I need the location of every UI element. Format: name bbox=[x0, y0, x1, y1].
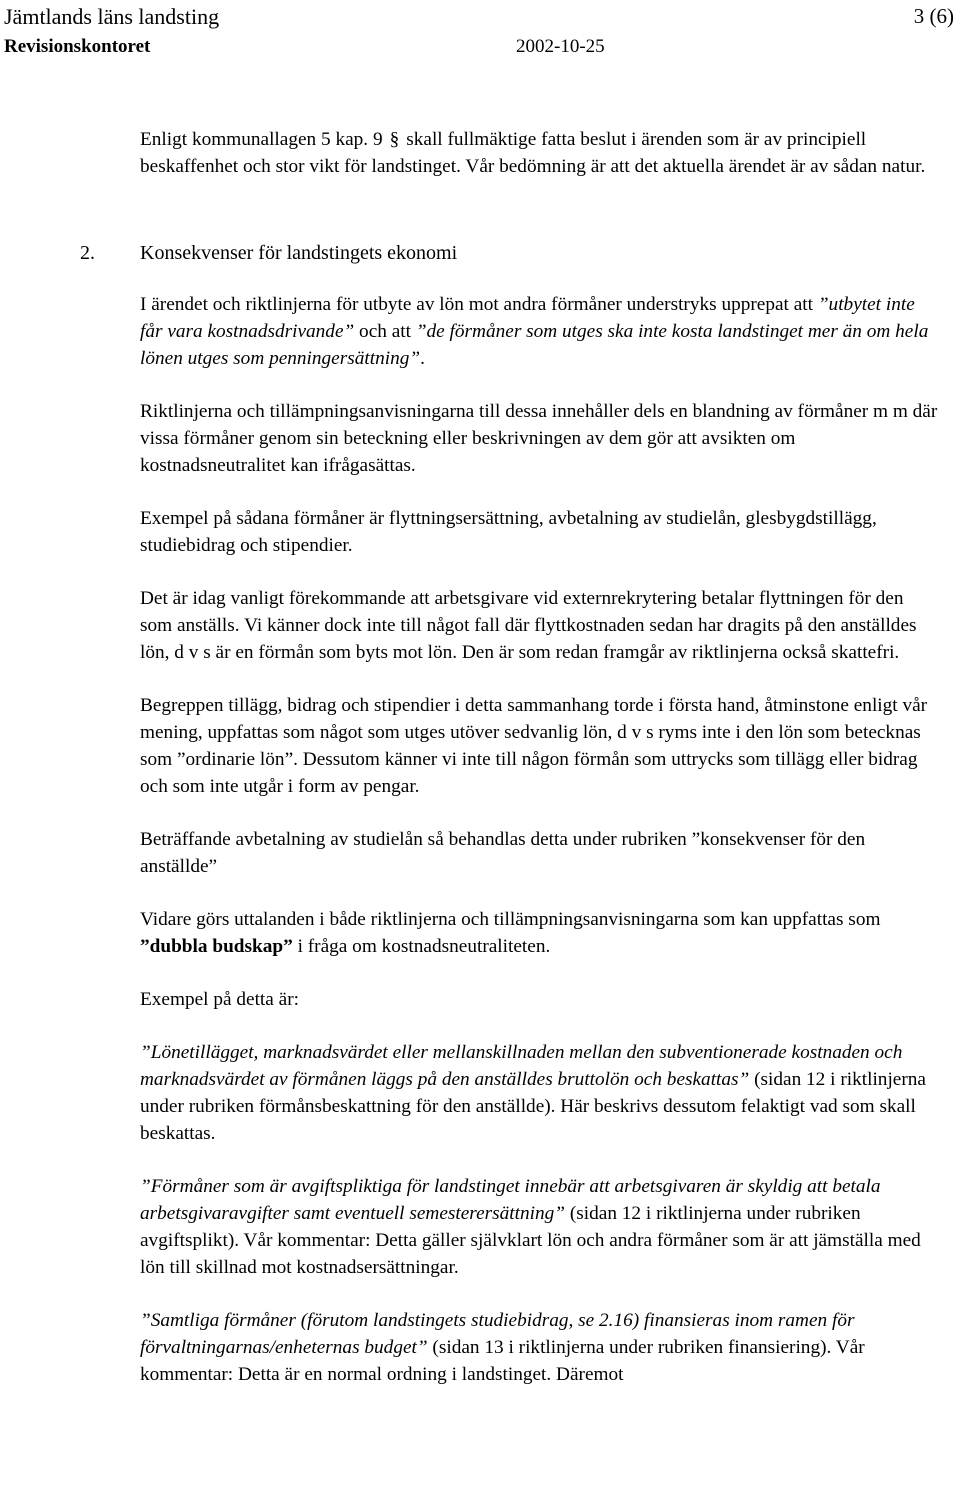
quote-2-comment: (sidan 12 i riktlinjerna under rubriken avgiftsplikt). Vår kommentar: Detta gäller självklart lön och andra förmåner som är att jämställa med lön till skillnad mot kostnadsersättningar. bbox=[140, 1203, 921, 1278]
quote-paragraph-1 bbox=[140, 1039, 940, 1147]
p1-text-c: och att bbox=[354, 321, 416, 342]
section-heading bbox=[80, 240, 940, 267]
intro-paragraph bbox=[140, 126, 940, 180]
document-date: 2002-10-25 bbox=[516, 36, 605, 57]
p1-quote-1: ”utbytet inte får vara kostnadsdrivande” bbox=[140, 294, 915, 342]
p1-quote-2: ”de förmåner som utges ska inte kosta landstinget mer än om hela lönen utges som penningersättning” bbox=[140, 321, 929, 369]
p7-emphasis: ”dubbla budskap” bbox=[140, 936, 293, 957]
p7-text-a: Vidare görs uttalanden i både riktlinjerna och tillämpningsanvisningarna som kan uppfattas som bbox=[140, 909, 881, 930]
p1-text-a: I ärendet och riktlinjerna för utbyte av lön mot andra förmåner understryks upprepat att bbox=[140, 294, 818, 315]
section-symbol: § bbox=[389, 129, 400, 150]
quote-3-text: ”Samtliga förmåner (förutom landstingets studiebidrag, se 2.16) finansieras inom ramen för förvaltningarnas/enheternas budget” bbox=[140, 1310, 855, 1358]
p1-text-e: . bbox=[420, 348, 425, 369]
quote-paragraph-3 bbox=[140, 1307, 940, 1388]
paragraph-4: Det är idag vanligt förekommande att arbetsgivare vid externrekrytering betalar flyttningen för den som anställs. Vi känner dock inte till något fall där flyttkostnaden sedan har dragits på den anställdes lön, d v s är en förmån som byts mot lön. Den är som redan framgår av riktlinjerna också skattefri. bbox=[140, 588, 917, 663]
quote-1-comment: (sidan 12 i riktlinjerna under rubriken förmånsbeskattning för den anställde). Här beskrivs dessutom felaktigt vad som skall beskattas. bbox=[140, 1069, 926, 1144]
paragraph-2: Riktlinjerna och tillämpningsanvisningarna till dessa innehåller dels en blandning av förmåner m m där vissa förmåner genom sin beteckning eller beskrivningen av dem gör att avsikten om kostnadsneutralitet kan ifrågasättas. bbox=[140, 401, 938, 476]
paragraph-3: Exempel på sådana förmåner är flyttningsersättning, avbetalning av studielån, glesbygdstillägg, studiebidrag och stipendier. bbox=[140, 508, 877, 556]
intro-text-a: Enligt kommunallagen 5 kap. 9 bbox=[140, 129, 383, 150]
page-number: 3 (6) bbox=[913, 4, 954, 28]
organization-name: Jämtlands läns landsting bbox=[4, 4, 220, 29]
document-body bbox=[80, 126, 940, 1414]
quote-2-text: ”Förmåner som är avgiftspliktiga för landstinget innebär att arbetsgivaren är skyldig att betala arbetsgivaravgifter samt eventuell semesterersättning” bbox=[140, 1176, 881, 1224]
quote-1-text: ”Lönetillägget, marknadsvärdet eller mellanskillnaden mellan den subventionerade kostnaden och marknadsvärdet av förmånen läggs på den anställdes bruttolön och beskattas” bbox=[140, 1042, 903, 1090]
quote-3-comment: (sidan 13 i riktlinjerna under rubriken finansiering). Vår kommentar: Detta är en normal ordning i landstinget. Däremot bbox=[140, 1337, 865, 1385]
intro-text-b: skall fullmäktige fatta beslut i ärenden som är av principiell beskaffenhet och stor vikt för landstinget. Vår bedömning är att det aktuella ärendet är av sådan natur. bbox=[140, 129, 926, 177]
section-number: 2. bbox=[80, 242, 95, 264]
paragraph-7 bbox=[140, 906, 940, 960]
paragraph-8: Exempel på detta är: bbox=[140, 989, 299, 1010]
section-title: Konsekvenser för landstingets ekonomi bbox=[140, 242, 458, 264]
paragraph-6: Beträffande avbetalning av studielån så behandlas detta under rubriken ”konsekvenser för den anställde” bbox=[140, 829, 866, 877]
department-name: Revisionskontoret bbox=[4, 36, 151, 57]
paragraph-1 bbox=[140, 291, 940, 372]
paragraph-5: Begreppen tillägg, bidrag och stipendier i detta sammanhang torde i första hand, åtminstone enligt vår mening, uppfattas som något som utges utöver sedvanlig lön, d v s ryms inte i den lön som betecknas som ”ordinarie lön”. Dessutom känner vi inte till någon förmån som uttrycks som tillägg eller bidrag och som inte utgår i form av pengar. bbox=[140, 695, 928, 797]
p7-text-c: i fråga om kostnadsneutraliteten. bbox=[292, 936, 551, 957]
quote-paragraph-2 bbox=[140, 1173, 940, 1281]
